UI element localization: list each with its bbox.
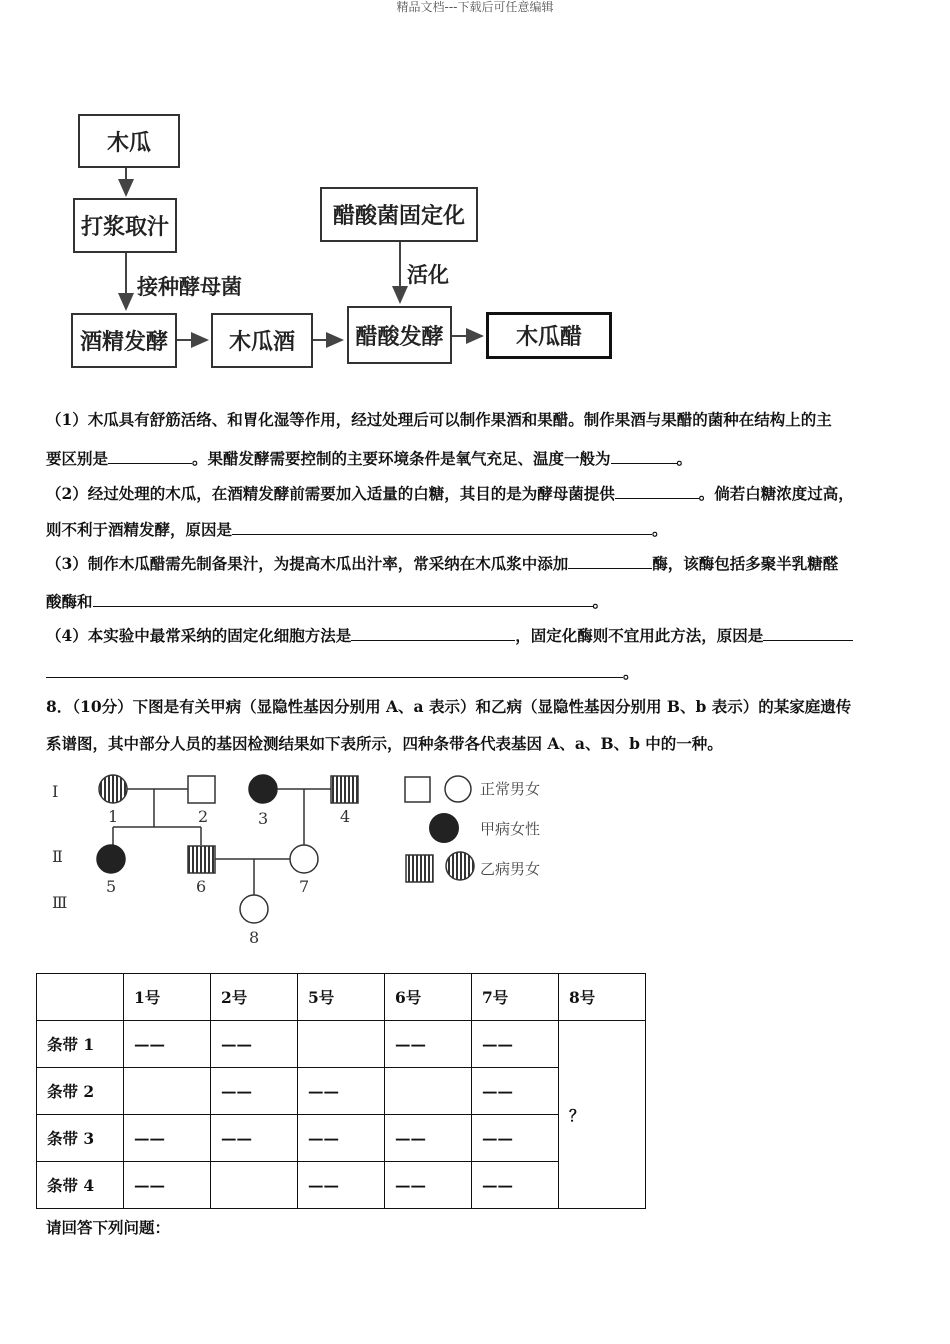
table-cell: —— [211, 1115, 298, 1162]
gene-detection-table [36, 973, 646, 1209]
legend-disease-a-label: 甲病女性 [480, 820, 541, 838]
pedigree-member-5 [97, 845, 125, 873]
pedigree-member-7 [290, 845, 318, 873]
pedigree-member-1 [99, 775, 127, 803]
table-cell: —— [472, 1115, 559, 1162]
q7-part4-line1: （4）本实验中最常采纳的固定化细胞方法是 ，固定化酶则不宜用此方法，原因是 [46, 625, 906, 646]
table-cell [211, 1162, 298, 1209]
answer-blank[interactable] [611, 448, 677, 464]
q7-part3-line1: （3）制作木瓜醋需先制备果汁，为提高木瓜出汁率，常采纳在木瓜浆中添加 酶，该酶包括多聚半乳糖醛 [46, 554, 839, 573]
row-label: 条带 3 [37, 1115, 124, 1162]
answer-blank[interactable] [108, 448, 192, 464]
flow-box-juicing: 打浆取汁 [73, 198, 177, 253]
legend-disease-b-label: 乙病男女 [480, 860, 541, 878]
table-header-cell [37, 974, 124, 1021]
table-cell: —— [472, 1068, 559, 1115]
table-header-cell: 5号 [298, 974, 385, 1021]
svg-text:7: 7 [299, 877, 310, 896]
table-cell-unknown: ？ [559, 1021, 646, 1209]
svg-text:4: 4 [340, 807, 351, 826]
legend-disease-b-male-symbol [406, 855, 433, 882]
table-row [37, 1021, 646, 1068]
q7-part2-line2: 则不利于酒精发酵，原因是 。 [46, 520, 668, 539]
table-cell: —— [385, 1115, 472, 1162]
answer-blank[interactable] [232, 519, 652, 535]
flow-label-activation: 活化 [407, 263, 449, 287]
table-cell: —— [385, 1021, 472, 1068]
legend-normal-female-symbol [445, 776, 471, 802]
table-row [37, 1162, 646, 1209]
pedigree-member-2 [188, 776, 215, 803]
svg-text:6: 6 [196, 877, 207, 896]
table-cell: —— [298, 1162, 385, 1209]
table-cell [124, 1068, 211, 1115]
table-cell: —— [472, 1162, 559, 1209]
table-cell: —— [298, 1115, 385, 1162]
legend-normal-male-symbol [405, 777, 430, 802]
q7-part2-line1: （2）经过处理的木瓜，在酒精发酵前需要加入适量的白糖，其目的是为酵母菌提供 。倘若白糖浓度过高， [46, 484, 854, 503]
q7-part3-line2: 酸酶和 。 [46, 592, 609, 611]
table-header-cell: 8号 [559, 974, 646, 1021]
table-header-cell: 6号 [385, 974, 472, 1021]
svg-text:3: 3 [258, 809, 269, 828]
q7-part1-line1: （1）木瓜具有舒筋活络、和胃化湿等作用，经过处理后可以制作果酒和果醋。制作果酒与果醋的菌种在结构上的主 [46, 410, 832, 429]
flow-box-acetic-fermentation: 醋酸发酵 [347, 306, 452, 364]
legend-disease-b-female-symbol [446, 852, 474, 880]
flow-box-alcohol-fermentation: 酒精发酵 [71, 313, 177, 368]
svg-text:2: 2 [198, 807, 209, 826]
row-label: 条带 1 [37, 1021, 124, 1068]
legend-normal-label: 正常男女 [480, 780, 541, 798]
answer-blank[interactable] [615, 483, 699, 499]
answer-blank[interactable] [93, 591, 593, 607]
table-cell: —— [124, 1162, 211, 1209]
pedigree-member-4 [331, 776, 358, 803]
table-cell: —— [124, 1115, 211, 1162]
table-cell [385, 1068, 472, 1115]
legend-disease-a-female-symbol [429, 813, 459, 843]
flow-box-papaya-wine: 木瓜酒 [211, 313, 313, 368]
table-cell [298, 1021, 385, 1068]
table-header-row [37, 974, 646, 1021]
header-watermark: 精品文档---下载后可任意编辑 [396, 0, 554, 14]
svg-text:1: 1 [108, 807, 119, 826]
pedigree-member-6 [188, 846, 215, 873]
footer-prompt: 请回答下列问题： [46, 1218, 171, 1237]
flow-label-inoculate-yeast: 接种酵母菌 [137, 275, 242, 299]
table-row [37, 1068, 646, 1115]
q8-line1: 8．（10分）下图是有关甲病（显隐性基因分别用 A、a 表示）和乙病（显隐性基因分别用 B、b 表示）的某家庭遗传 [46, 697, 852, 716]
table-cell: —— [211, 1068, 298, 1115]
table-cell: —— [211, 1021, 298, 1068]
q7-part1-line2: 要区别是 。果醋发酵需要控制的主要环境条件是氧气充足、温度一般为 。 [46, 449, 693, 468]
answer-blank[interactable] [351, 625, 515, 641]
table-header-cell: 2号 [211, 974, 298, 1021]
table-cell: —— [298, 1068, 385, 1115]
table-header-cell: 1号 [124, 974, 211, 1021]
pedigree-diagram [40, 770, 640, 950]
table-cell: —— [472, 1021, 559, 1068]
table-cell: —— [385, 1162, 472, 1209]
svg-text:8: 8 [249, 928, 260, 947]
flow-box-papaya: 木瓜 [78, 114, 180, 168]
answer-blank[interactable] [568, 553, 652, 569]
flow-box-acetobacter-immobilized: 醋酸菌固定化 [320, 187, 478, 242]
q7-part4-line2: 。 [46, 662, 906, 683]
generation-label: Ⅰ [52, 782, 59, 801]
pedigree-member-3 [249, 775, 277, 803]
flow-box-papaya-vinegar: 木瓜醋 [486, 312, 612, 359]
table-row [37, 1115, 646, 1162]
table-header-cell: 7号 [472, 974, 559, 1021]
answer-blank[interactable] [46, 662, 623, 678]
generation-label: Ⅱ [52, 847, 63, 866]
pedigree-member-8 [240, 895, 268, 923]
generation-label: Ⅲ [52, 893, 68, 912]
q8-line2: 系谱图，其中部分人员的基因检测结果如下表所示，四种条带各代表基因 A、a、B、b 中的一种。 [46, 734, 723, 753]
svg-text:5: 5 [106, 877, 117, 896]
row-label: 条带 4 [37, 1162, 124, 1209]
table-cell: —— [124, 1021, 211, 1068]
answer-blank[interactable] [763, 625, 853, 641]
row-label: 条带 2 [37, 1068, 124, 1115]
